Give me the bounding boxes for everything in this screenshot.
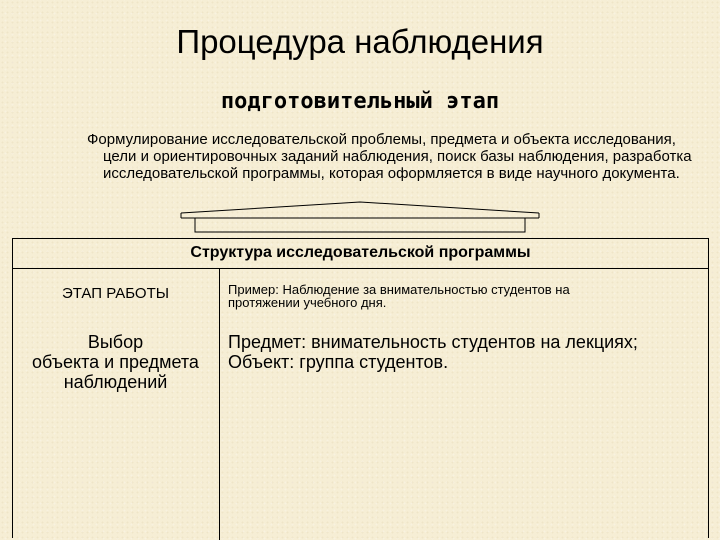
- slide-subtitle: подготовительный этап: [220, 89, 500, 114]
- bracket-connector: [0, 0, 720, 240]
- table-header-divider: [12, 268, 709, 269]
- table-column-divider: [219, 268, 220, 540]
- stage-cell-line: наблюдений: [63, 372, 168, 392]
- slide-title: Процедура наблюдения: [176, 23, 544, 60]
- example-line: протяжении учебного дня.: [228, 295, 387, 310]
- example-line: Пример: Наблюдение за внимательностью студентов на: [228, 282, 570, 297]
- stage-cell-line: Выбор: [87, 332, 144, 352]
- table-heading: Структура исследовательской программы: [190, 244, 531, 261]
- detail-cell: [228, 332, 703, 372]
- stage-cell: [12, 332, 219, 392]
- example-text: [228, 283, 698, 309]
- detail-cell-line: Объект: группа студентов.: [228, 352, 449, 372]
- description-text: Формулирование исследовательской проблемы, предмета и объекта исследования, цели и ориентировочных заданий наблюдения, поиск базы наблюдения, разработка исследовательской программы, которая оформляется в виде научного документа.: [87, 131, 692, 182]
- detail-cell-line: Предмет: внимательность студентов на лекциях;: [228, 332, 638, 352]
- stage-label: ЭТАП РАБОТЫ: [61, 285, 170, 302]
- stage-cell-line: объекта и предмета: [32, 352, 199, 372]
